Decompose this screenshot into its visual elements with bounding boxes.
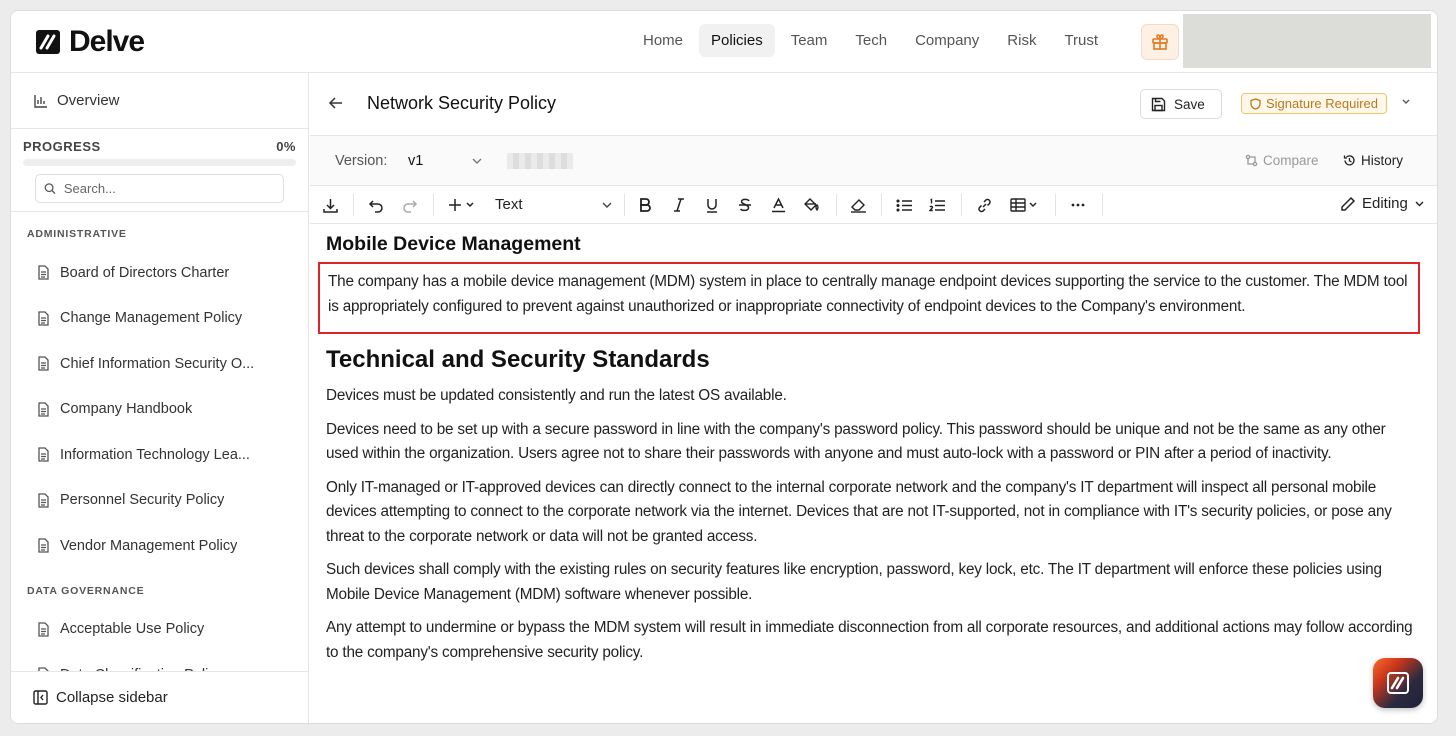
chevron-down-icon[interactable]	[1401, 98, 1411, 106]
sidebar-item-label: Change Management Policy	[60, 310, 243, 327]
top-header	[11, 11, 1437, 73]
sidebar-nav	[11, 212, 308, 698]
signature-required-badge[interactable]	[1241, 93, 1387, 114]
undo-icon	[368, 197, 384, 213]
sidebar-item-label: Acceptable Use Policy	[60, 621, 205, 638]
gift-button[interactable]	[1141, 24, 1179, 60]
compare-label: Compare	[1263, 153, 1319, 168]
main-nav	[631, 24, 1110, 57]
collapse-label: Collapse sidebar	[56, 689, 168, 706]
progress-value: 0%	[276, 139, 296, 154]
sidebar-item-label: Chief Information Security O...	[60, 355, 255, 372]
history-label: History	[1361, 153, 1404, 168]
sidebar-item-company-handbook[interactable]	[11, 387, 308, 433]
progress-bar	[23, 159, 296, 166]
sidebar-item-label: Information Technology Lea...	[60, 446, 250, 463]
nav-policies[interactable]: Policies	[699, 24, 775, 57]
version-select[interactable]	[408, 153, 483, 169]
chevron-down-icon	[601, 201, 613, 209]
highlight-color-button[interactable]	[803, 195, 820, 215]
italic-icon	[672, 197, 686, 213]
link-icon	[976, 197, 993, 214]
delve-logo-icon	[35, 29, 61, 55]
main-panel	[310, 73, 1437, 723]
nav-risk[interactable]: Risk	[1007, 32, 1037, 49]
editor-toolbar	[310, 186, 1437, 224]
mdm-paragraph: The company has a mobile device management (MDM) system in place to centrally manage endpoint devices supporting the service to the customer. The MDM tool is appropriately configured to prevent against unauthorized or inappropriate connectivity of endpoint devices to the Company's environment.	[328, 273, 1408, 315]
text-color-icon	[771, 197, 786, 213]
link-button[interactable]	[976, 195, 993, 215]
progress-label: PROGRESS	[23, 139, 101, 154]
document-icon	[37, 265, 50, 280]
insert-button[interactable]	[448, 195, 476, 215]
shield-icon	[1250, 98, 1261, 110]
sidebar-collapse-icon	[33, 690, 48, 705]
redo-icon	[402, 197, 418, 213]
nav-team[interactable]: Team	[790, 32, 828, 49]
more-options-button[interactable]	[1070, 195, 1086, 215]
bold-button[interactable]	[638, 195, 652, 215]
sidebar-item-label: Board of Directors Charter	[60, 264, 230, 281]
sidebar-item-board-charter[interactable]	[11, 250, 308, 296]
paragraph-network-access: Only IT-managed or IT-approved devices can directly connect to the internal corporate network and the company's IT department will inspect all personal mobile devices attempting to connect to the corporate network via the internet. Devices that are not IT-supported, not in compliance with IT's security policies, or pose any threat to the corporate network or data will not be granted access.	[326, 478, 1392, 545]
document-icon	[37, 356, 50, 371]
bold-icon	[638, 197, 652, 213]
sidebar-item-label: Company Handbook	[60, 401, 193, 418]
overview-label: Overview	[57, 92, 120, 109]
text-color-button[interactable]	[771, 195, 786, 215]
redo-button[interactable]	[402, 195, 418, 215]
sidebar-item-label: Vendor Management Policy	[60, 537, 238, 554]
chevron-down-icon	[1414, 200, 1425, 208]
document-icon	[37, 402, 50, 417]
save-label: Save	[1174, 96, 1205, 112]
table-button[interactable]	[1010, 195, 1038, 215]
bullet-list-icon	[896, 198, 913, 213]
account-area[interactable]	[1183, 14, 1431, 68]
delve-logo-icon	[1386, 671, 1410, 695]
sidebar-item-acceptable-use[interactable]	[11, 607, 308, 653]
search-input[interactable]	[64, 181, 283, 196]
document-icon	[37, 311, 50, 326]
document-title: Network Security Policy	[367, 93, 557, 113]
paragraph-mdm-bypass: Any attempt to undermine or bypass the MDM system will result in immediate disconnection from all corporate resources, and additional actions may follow according to the company's comprehensive security policy.	[326, 619, 1413, 661]
more-horizontal-icon	[1070, 197, 1086, 213]
compare-icon	[1245, 154, 1258, 167]
sidebar-overview[interactable]	[11, 73, 308, 129]
nav-trust[interactable]: Trust	[1064, 32, 1099, 49]
pencil-icon	[1340, 196, 1356, 212]
italic-button[interactable]	[672, 195, 686, 215]
brand-logo[interactable]	[35, 25, 144, 59]
paint-bucket-icon	[803, 197, 820, 213]
signature-label: Signature Required	[1266, 96, 1379, 111]
sidebar-item-personnel-security[interactable]	[11, 478, 308, 524]
document-header	[310, 73, 1437, 136]
heading-mobile-device-management: Mobile Device Management	[326, 233, 581, 255]
history-button[interactable]	[1343, 153, 1403, 168]
back-arrow-icon[interactable]	[328, 95, 344, 111]
sidebar-item-ciso[interactable]	[11, 341, 308, 387]
underline-button[interactable]	[705, 195, 719, 215]
document-icon	[37, 538, 50, 553]
strikethrough-button[interactable]	[738, 195, 752, 215]
download-icon	[322, 197, 339, 214]
text-style-value: Text	[495, 196, 523, 213]
compare-button[interactable]	[1245, 153, 1319, 168]
history-icon	[1343, 154, 1356, 167]
sidebar	[11, 73, 309, 723]
sidebar-search[interactable]	[35, 174, 284, 203]
numbered-list-icon	[929, 198, 946, 213]
sidebar-item-it-leadership[interactable]	[11, 432, 308, 478]
version-meta-redacted	[507, 153, 573, 169]
version-label: Version:	[335, 153, 388, 169]
numbered-list-button[interactable]	[929, 195, 946, 215]
nav-tech[interactable]: Tech	[855, 32, 888, 49]
table-icon	[1010, 197, 1038, 213]
paragraph-security-features: Such devices shall comply with the existing rules on security features like encryption, password, key lock, etc. The IT department will enforce these policies using Mobile Device Management (MDM) software whenever possible.	[326, 561, 1382, 603]
text-style-select[interactable]	[495, 196, 613, 213]
app-window	[10, 10, 1438, 724]
document-icon	[37, 447, 50, 462]
sidebar-item-label: Personnel Security Policy	[60, 492, 225, 509]
delve-assistant-button[interactable]	[1373, 658, 1423, 708]
download-button[interactable]	[322, 195, 339, 215]
clear-format-button[interactable]	[850, 195, 867, 215]
strikethrough-icon	[738, 197, 752, 213]
gift-icon	[1151, 33, 1169, 51]
undo-button[interactable]	[368, 195, 384, 215]
highlighted-mdm-paragraph	[318, 262, 1420, 334]
bar-chart-icon	[33, 93, 49, 109]
chevron-down-icon	[471, 157, 483, 165]
paragraph-os-updates: Devices must be updated consistently and run the latest OS available.	[326, 387, 787, 404]
document-icon	[37, 622, 50, 637]
eraser-icon	[850, 197, 867, 213]
nav-home[interactable]: Home	[643, 32, 684, 49]
save-button[interactable]	[1140, 89, 1222, 119]
editing-mode-select[interactable]	[1340, 195, 1425, 212]
section-administrative: ADMINISTRATIVE	[27, 228, 127, 240]
editing-mode-label: Editing	[1362, 195, 1408, 212]
brand-name: Delve	[69, 25, 145, 58]
document-icon	[37, 493, 50, 508]
progress-section	[11, 129, 308, 212]
section-data-governance: DATA GOVERNANCE	[27, 584, 145, 597]
collapse-sidebar-button[interactable]	[11, 671, 308, 723]
sidebar-item-change-management[interactable]	[11, 296, 308, 342]
paragraph-passwords: Devices need to be set up with a secure password in line with the company's password policy. This password should be unique and not be the same as any other used within the organization. Users agree not to share their passwords with anyone and must auto-lock with a password or PIN after a period of inactivity.	[326, 420, 1386, 462]
sidebar-item-vendor-management[interactable]	[11, 523, 308, 569]
version-value: v1	[408, 153, 424, 169]
underline-icon	[705, 197, 719, 213]
nav-company[interactable]: Company	[915, 32, 980, 49]
bullet-list-button[interactable]	[896, 195, 913, 215]
document-content[interactable]	[326, 225, 1416, 665]
plus-icon	[448, 197, 476, 213]
save-icon	[1151, 97, 1166, 112]
search-icon	[44, 182, 56, 195]
version-bar	[310, 136, 1437, 186]
heading-technical-security-standards: Technical and Security Standards	[326, 346, 710, 373]
